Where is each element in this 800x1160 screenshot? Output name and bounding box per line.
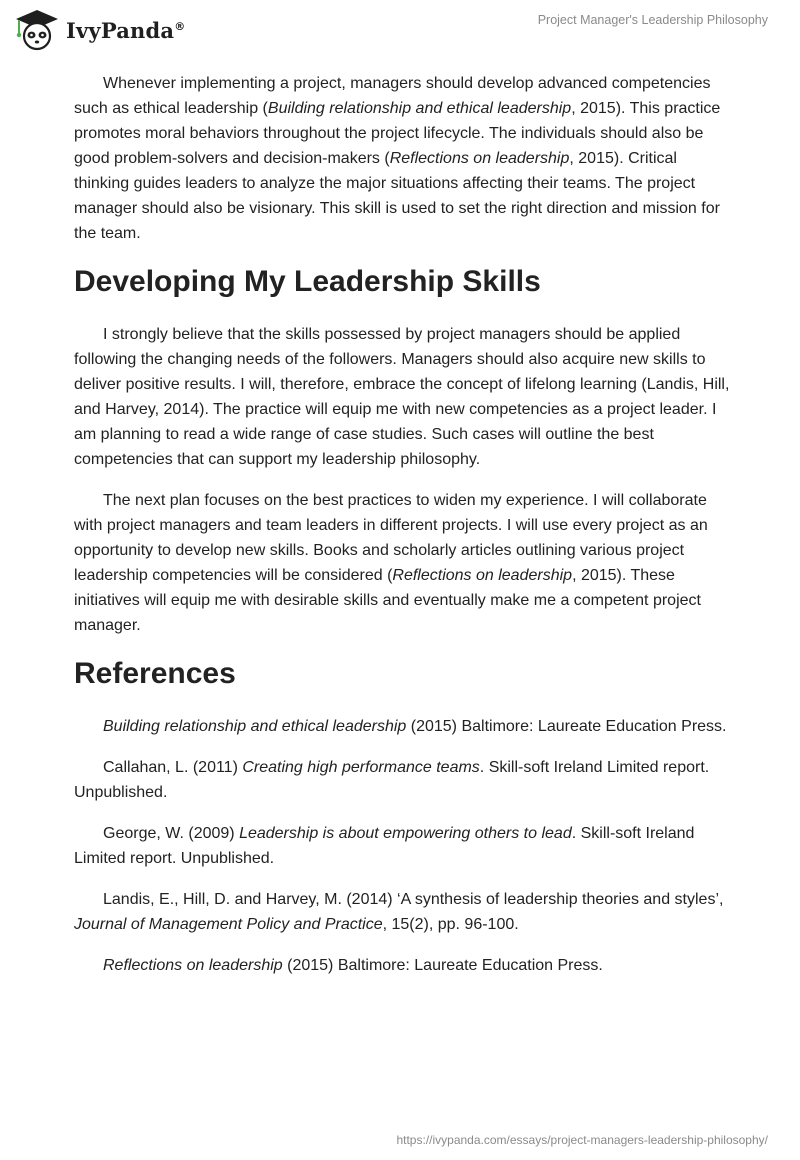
- italic-title-text: Creating high performance teams: [242, 759, 480, 776]
- italic-title-text: Building relationship and ethical leadership: [267, 100, 572, 117]
- text-run: , 2015). These initiatives will equip me with desirable skills and eventually make me a competent project manager.: [74, 567, 701, 634]
- text-run: Landis, E., Hill, D. and Harvey, M. (2014) ‘A synthesis of leadership theories and styles’,: [103, 891, 724, 908]
- reference-entry: [74, 821, 734, 871]
- text-run: (2015) Baltimore: Laureate Education Press.: [406, 718, 727, 735]
- intro-paragraph: [74, 71, 734, 246]
- text-run: (2015) Baltimore: Laureate Education Press.: [282, 957, 603, 974]
- graduation-cap-panda-icon: [14, 8, 60, 52]
- registered-mark: ®: [174, 19, 186, 33]
- italic-title-text: Building relationship and ethical leadership: [103, 718, 407, 735]
- italic-title-text: Reflections on leadership: [389, 150, 570, 167]
- text-run: , 2015). Critical thinking guides leaders to analyze the major situations affecting their teams. The project manager should also be visionary. This skill is used to set the right direction and mission for the team.: [74, 150, 720, 242]
- text-run: Callahan, L. (2011): [103, 759, 243, 776]
- reference-entry: [74, 953, 734, 978]
- italic-title-text: Reflections on leadership: [392, 567, 573, 584]
- brand-name: [66, 18, 185, 43]
- text-run: . Skill-soft Ireland Limited report. Unpublished.: [74, 825, 695, 867]
- text-run: , 15(2), pp. 96-100.: [382, 916, 519, 933]
- source-url-link[interactable]: https://ivypanda.com/essays/project-managers-leadership-philosophy/: [396, 1133, 768, 1147]
- section-heading: Developing My Leadership Skills: [74, 265, 541, 298]
- reference-entry: [74, 755, 734, 805]
- document-title: Project Manager's Leadership Philosophy: [537, 13, 768, 27]
- references-heading: References: [74, 657, 236, 690]
- italic-title-text: Journal of Management Policy and Practice: [74, 916, 383, 933]
- text-run: The next plan focuses on the best practices to widen my experience. I will collaborate with project managers and team leaders in different projects. I will use every project as an opportunity to develop new skills. Books and scholarly articles outlining various project leadership competencies will be considered (: [74, 492, 708, 584]
- text-run: I strongly believe that the skills possessed by project managers should be applied following the changing needs of the followers. Managers should also acquire new skills to deliver positive results. I will, therefore, embrace the concept of lifelong learning (Landis, Hill, and Harvey, 2014). The practice will equip me with new competencies as a project leader. I am planning to read a wide range of case studies. Such cases will outline the best competencies that can support my leadership philosophy.: [74, 326, 730, 468]
- brand-text: IvyPanda: [66, 17, 175, 43]
- italic-title-text: Reflections on leadership: [103, 957, 283, 974]
- text-run: George, W. (2009): [103, 825, 240, 842]
- text-run: , 2015). This practice promotes moral behaviors throughout the project lifecycle. The individuals should also be good problem-solvers and decision-makers (: [74, 100, 721, 167]
- essay-body: [74, 71, 734, 994]
- italic-title-text: Leadership is about empowering others to lead: [239, 825, 572, 842]
- section-paragraph: [74, 488, 734, 638]
- page-header: [0, 0, 800, 60]
- text-run: . Skill-soft Ireland Limited report. Unpublished.: [74, 759, 710, 801]
- section-paragraph: [74, 322, 734, 472]
- text-run: Whenever implementing a project, managers should develop advanced competencies such as ethical leadership (: [74, 75, 711, 117]
- reference-entry: [74, 714, 734, 739]
- ivypanda-logo[interactable]: [14, 8, 185, 52]
- reference-entry: [74, 887, 734, 937]
